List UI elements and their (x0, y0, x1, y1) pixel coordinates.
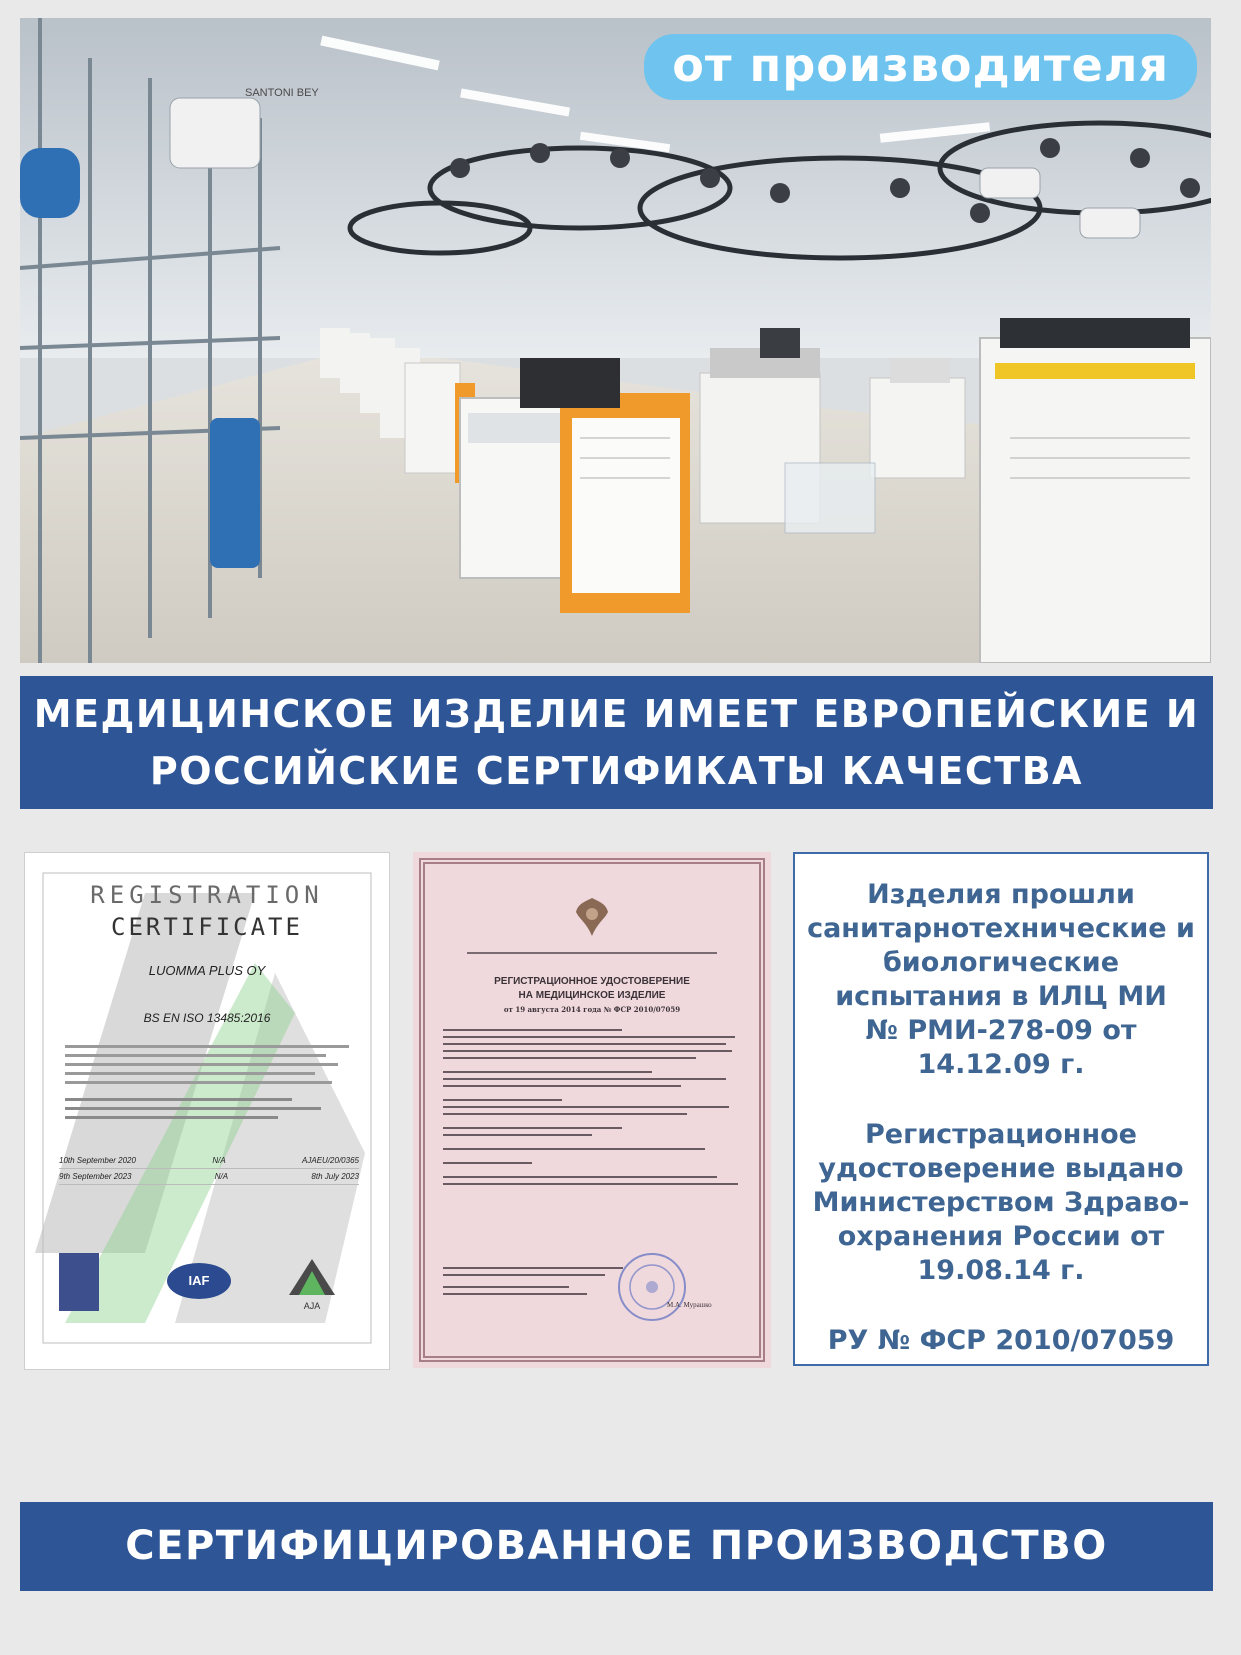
aja-logo-text: AJA (303, 1301, 321, 1311)
machine-label: SANTONI BEY (245, 87, 319, 99)
cert-date-issued: 10th September 2020 (59, 1156, 136, 1165)
info-tests-text: Изделия прошли санитарнотехнические и биологические испытания в ИЛЦ МИ № РМИ-278-09 от 14.12.09 г. (807, 879, 1195, 1080)
russian-registration-certificate (413, 852, 771, 1368)
cert-ru-agency (413, 952, 771, 958)
iaf-logo: IAF (167, 1263, 231, 1299)
cert-na-1: N/A (212, 1156, 226, 1165)
cert-date-expiry: 8th July 2023 (311, 1172, 359, 1181)
cert-company: LUOMMA PLUS OY (148, 963, 266, 978)
cert-standard: BS EN ISO 13485:2016 (143, 1011, 271, 1025)
quality-banner-line2: РОССИЙСКИЕ СЕРТИФИКАТЫ КАЧЕСТВА (149, 748, 1084, 793)
ukas-logo (59, 1253, 99, 1311)
certification-info-box (793, 852, 1209, 1366)
cert-ru-footer-lines (443, 1262, 623, 1300)
cert-ru-signer: М.А. Мурашко (667, 1301, 712, 1309)
aja-mark-icon (287, 1257, 337, 1297)
cert-body-lines (65, 1039, 349, 1125)
factory-illustration (20, 18, 1211, 663)
coat-of-arms-icon (572, 894, 612, 940)
quality-banner (20, 676, 1213, 809)
cert-title-certificate: CERTIFICATE (111, 913, 303, 941)
info-registration-text: Регистрационное удостоверение выдано Министерством Здраво- охранения России от 19.08.14 г. (812, 1119, 1190, 1286)
certified-production-banner: СЕРТИФИЦИРОВАННОЕ ПРОИЗВОДСТВО (20, 1502, 1213, 1591)
cert-ru-title2: НА МЕДИЦИНСКОЕ ИЗДЕЛИЕ (518, 990, 666, 1001)
official-stamp-icon (615, 1250, 689, 1324)
aja-logo (287, 1257, 337, 1311)
manufacturer-badge: от производителя (644, 34, 1197, 100)
cert-ru-number: от 19 августа 2014 года № ФСР 2010/07059 (503, 1005, 681, 1014)
cert-number: AJAEU/20/0365 (302, 1156, 359, 1165)
registration-certificate (24, 852, 390, 1370)
quality-banner-line1: МЕДИЦИНСКОЕ ИЗДЕЛИЕ ИМЕЕТ ЕВРОПЕЙСКИЕ И (33, 691, 1200, 736)
cert-date-valid: 9th September 2023 (59, 1172, 132, 1181)
cert-na-2: N/A (214, 1172, 229, 1181)
info-ru-number: РУ № ФСР 2010/07059 (827, 1325, 1175, 1356)
cert-ru-body-lines (443, 1024, 741, 1190)
factory-photo (20, 18, 1211, 663)
cert-dates-table (59, 1153, 359, 1185)
cert-ru-title1: РЕГИСТРАЦИОННОЕ УДОСТОВЕРЕНИЕ (494, 976, 690, 987)
cert-title-registration: REGISTRATION (90, 881, 324, 909)
